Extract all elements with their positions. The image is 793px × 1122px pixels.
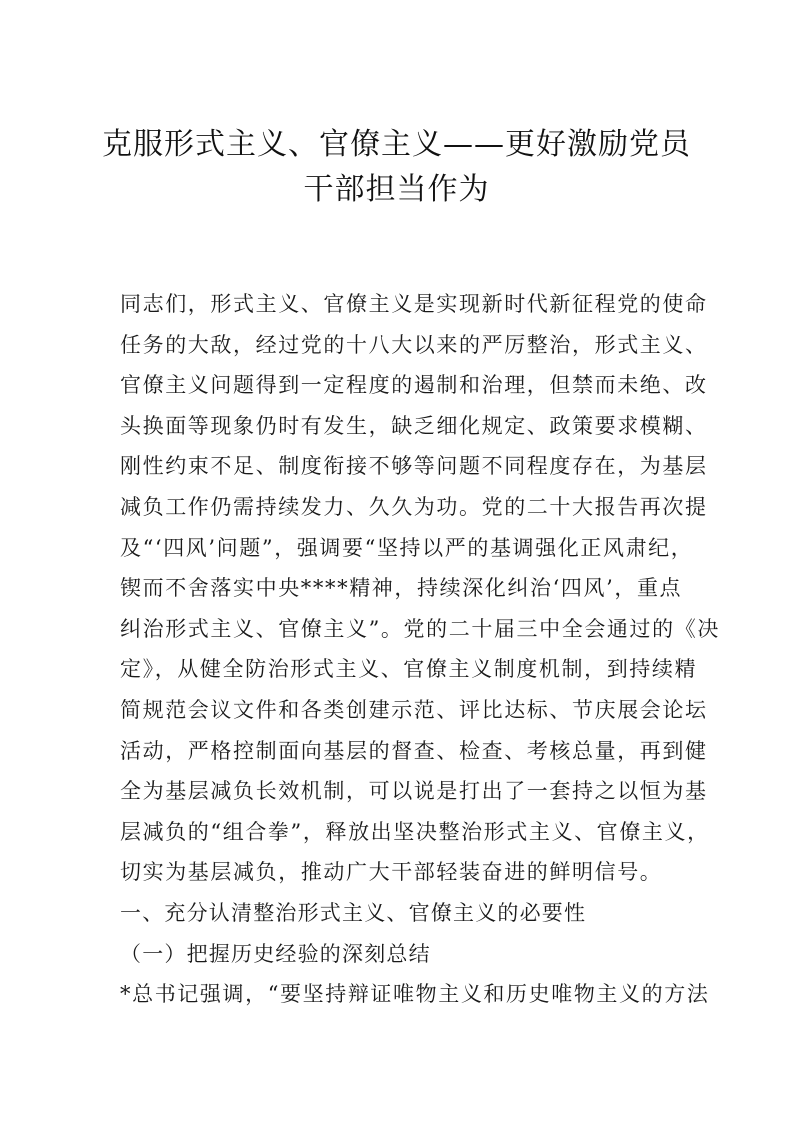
document-title-line-1: 克服形式主义、官僚主义——更好激励党员 [102, 127, 691, 162]
paragraph-line: 简规范会议文件和各类创建示范、评比达标、节庆展会论坛 [120, 697, 708, 722]
paragraph-line: 纠治形式主义、官僚主义”。党的二十届三中全会通过的《决 [120, 616, 720, 641]
paragraph-line: 任务的大敌，经过党的十八大以来的严厉整治，形式主义、 [120, 332, 708, 357]
section-heading: 一、充分认清整治形式主义、官僚主义的必要性 [120, 900, 587, 925]
paragraph-line: 定》，从健全防治形式主义、官僚主义制度机制，到持续精 [120, 657, 698, 682]
paragraph-line: *总书记强调，“要坚持辩证唯物主义和历史唯物主义的方法 [120, 982, 710, 1007]
paragraph-line: 全为基层减负长效机制，可以说是打出了一套持之以恒为基 [120, 779, 708, 804]
paragraph-line: 刚性约束不足、制度衔接不够等问题不同程度存在，为基层 [120, 454, 708, 479]
paragraph-line: 及“‘四风’问题”，强调要“坚持以严的基调强化正风肃纪， [120, 535, 694, 560]
paragraph-line: 减负工作仍需持续发力、久久为功。党的二十大报告再次提 [120, 494, 708, 519]
paragraph-line: 锲而不舍落实中央****精神，持续深化纠治‘四风’，重点 [120, 576, 683, 601]
paragraph-line: 切实为基层减负，推动广大干部轻装奋进的鲜明信号。 [120, 860, 663, 885]
paragraph-line: 层减负的“组合拳”，释放出坚决整治形式主义、官僚主义， [120, 819, 710, 844]
document-title-line-2: 干部担当作为 [303, 172, 490, 207]
paragraph-line: 官僚主义问题得到一定程度的遏制和治理，但禁而未绝、改 [120, 373, 708, 398]
subsection-heading: （一）把握历史经验的深刻总结 [120, 941, 431, 966]
document-body [120, 284, 720, 1015]
paragraph-line: 头换面等现象仍时有发生，缺乏细化规定、政策要求模糊、 [120, 413, 708, 438]
paragraph-line: 同志们，形式主义、官僚主义是实现新时代新征程党的使命 [120, 292, 708, 316]
paragraph-line: 活动，严格控制面向基层的督查、检查、考核总量，再到健 [120, 738, 708, 763]
